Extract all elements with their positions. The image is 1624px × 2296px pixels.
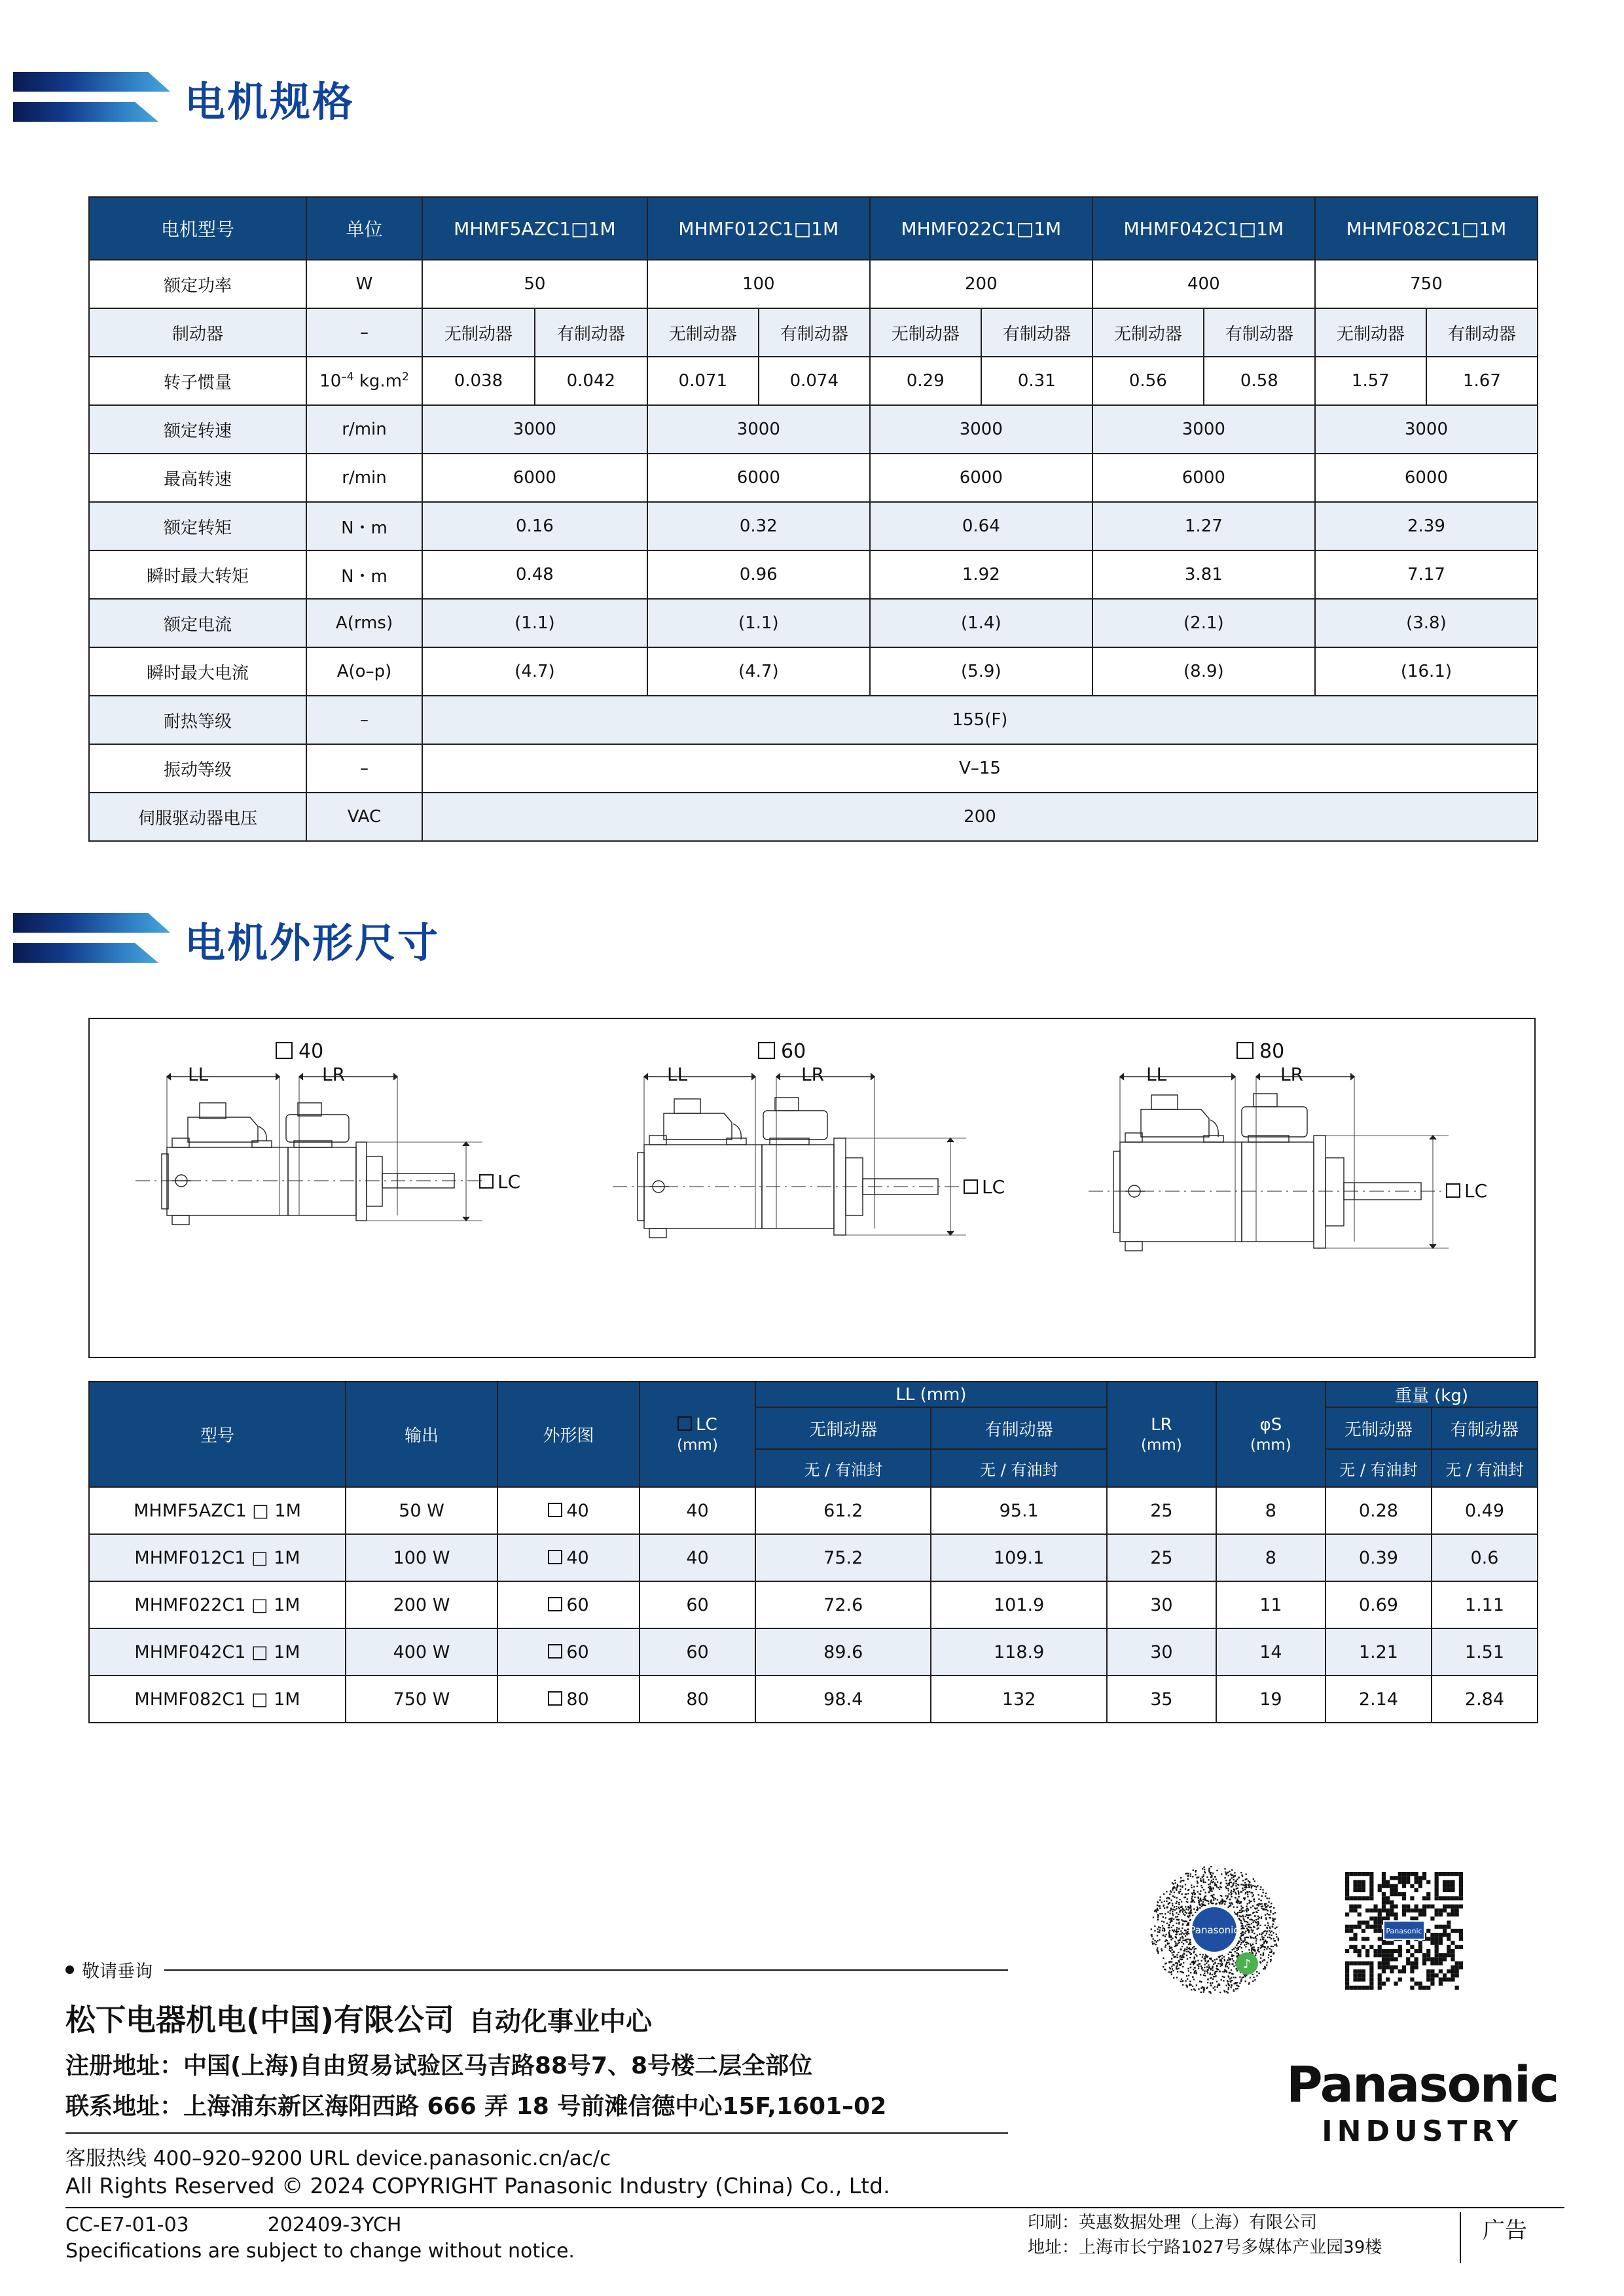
dim-cell-weight-nobrake: 2.14 (1326, 1676, 1432, 1723)
company-name-line (65, 1996, 652, 2039)
svg-text:♪: ♪ (1242, 1957, 1252, 1971)
motor-dimension-table (88, 1381, 1538, 1723)
spec-row (89, 793, 1538, 841)
dim-cell-s: 14 (1216, 1628, 1326, 1676)
document-code-line (65, 2214, 401, 2236)
drawing-cell-80 (1055, 1019, 1534, 1359)
wechat-qr-badge (1149, 1864, 1280, 1995)
spec-row (89, 502, 1538, 550)
spec-col-m2: MHMF012C1□1M (647, 197, 870, 260)
spec-row (89, 454, 1538, 502)
spec-row-unit: W (306, 260, 422, 308)
spec-cell: 0.32 (647, 502, 870, 550)
spec-cell: 7.17 (1315, 550, 1538, 599)
square-symbol-icon (276, 1042, 293, 1059)
spec-cell: 6000 (1315, 454, 1538, 502)
registered-address: 注册地址：中国(上海)自由贸易试验区马吉路88号7、8号楼二层全部位 (65, 2053, 813, 2079)
spec-col-m3: MHMF022C1□1M (870, 197, 1092, 260)
spec-col-m1: MHMF5AZC1□1M (422, 197, 647, 260)
spec-cell: 6000 (647, 454, 870, 502)
spec-row-label: 最高转速 (89, 454, 306, 502)
dim-col-outline: 外形图 (497, 1382, 640, 1487)
spec-row-unit: N・m (306, 502, 422, 550)
dim-cell-s: 11 (1216, 1581, 1326, 1628)
spec-cell: 1.67 (1426, 357, 1538, 405)
square-symbol-icon (677, 1416, 692, 1431)
spec-cell: 有制动器 (981, 308, 1092, 357)
dim-cell-lc: 40 (640, 1487, 755, 1534)
spec-row-label: 瞬时最大转矩 (89, 550, 306, 599)
spec-row (89, 550, 1538, 599)
dim-cell-s: 19 (1216, 1676, 1326, 1723)
spec-row-label: 伺服驱动器电压 (89, 793, 306, 841)
spec-cell: 6000 (422, 454, 647, 502)
dim-table-row (89, 1581, 1538, 1628)
dim-cell-weight-brake: 0.6 (1432, 1534, 1538, 1581)
spec-row-unit: – (306, 308, 422, 357)
spec-cell: 100 (647, 260, 870, 308)
spec-cell: (1.4) (870, 599, 1092, 647)
dim-cell-model: MHMF042C1 □ 1M (89, 1628, 346, 1676)
dim-cell-lc: 60 (640, 1581, 755, 1628)
spec-cell: 0.58 (1204, 357, 1315, 405)
spec-row-label: 额定功率 (89, 260, 306, 308)
spec-cell: 3.81 (1092, 550, 1315, 599)
brand-subline: INDUSTRY (1322, 2115, 1523, 2148)
spec-row (89, 647, 1538, 696)
dim-cell-ll-brake: 109.1 (931, 1534, 1106, 1581)
spec-cell: (1.1) (647, 599, 870, 647)
spec-cell: (5.9) (870, 647, 1092, 696)
drawing-lc-label-80: LC (1446, 1180, 1487, 1202)
printer-info (1028, 2211, 1382, 2260)
spec-cell: 有制动器 (759, 308, 870, 357)
dim-col-ll-group: LL (mm) (755, 1382, 1107, 1407)
spec-cell: (1.1) (422, 599, 647, 647)
spec-row-unit: VAC (306, 793, 422, 841)
spec-cell: 0.16 (422, 502, 647, 550)
spec-cell: 200 (870, 260, 1092, 308)
copyright-line: All Rights Reserved © 2024 COPYRIGHT Panasonic Industry (China) Co., Ltd. (65, 2173, 890, 2198)
disclaimer: Specifications are subject to change without notice. (65, 2240, 575, 2263)
dim-cell-s: 8 (1216, 1534, 1326, 1581)
dim-cell-weight-nobrake: 0.69 (1326, 1581, 1432, 1628)
dim-header-row-1 (89, 1382, 1538, 1407)
dim-col-lc: LC (mm) (640, 1382, 755, 1487)
dim-cell-outline: 40 (497, 1534, 640, 1581)
dim-cell-model: MHMF012C1 □ 1M (89, 1534, 346, 1581)
spec-row (89, 260, 1538, 308)
spec-row-unit: A(o–p) (306, 647, 422, 696)
dim-cell-ll-nobrake: 61.2 (755, 1487, 931, 1534)
dim-col-weight-group: 重量 (kg) (1326, 1382, 1538, 1407)
spec-cell: 0.64 (870, 502, 1092, 550)
dim-table-row (89, 1676, 1538, 1723)
dim-cell-weight-nobrake: 0.28 (1326, 1487, 1432, 1534)
spec-cell: 155(F) (422, 696, 1538, 744)
dim-cell-lr: 25 (1107, 1487, 1216, 1534)
dim-col-ll-b-oilseal: 无 / 有油封 (931, 1449, 1106, 1487)
spec-row-unit: – (306, 696, 422, 744)
inquiry-header (65, 1957, 1008, 1982)
dim-cell-weight-brake: 0.49 (1432, 1487, 1538, 1534)
spec-cell: 有制动器 (535, 308, 647, 357)
dim-table-row (89, 1628, 1538, 1676)
spec-cell: (3.8) (1315, 599, 1538, 647)
spec-cell: (8.9) (1092, 647, 1315, 696)
dim-col-w-nobrake: 无制动器 (1326, 1407, 1432, 1449)
dim-cell-weight-nobrake: 1.21 (1326, 1628, 1432, 1676)
spec-row-unit: r/min (306, 405, 422, 454)
spec-cell: (4.7) (422, 647, 647, 696)
dim-section-title: 电机外形尺寸 (185, 918, 441, 967)
dim-cell-lr: 30 (1107, 1628, 1216, 1676)
contact-address: 联系地址：上海浦东新区海阳西路 666 弄 18 号前滩信德中心15F,1601–02 (65, 2093, 887, 2120)
spec-cell: 3000 (647, 405, 870, 454)
outline-drawings-panel (88, 1018, 1536, 1358)
spec-cell: 无制动器 (422, 308, 535, 357)
spec-cell: 3000 (870, 405, 1092, 454)
spec-row-label: 额定电流 (89, 599, 306, 647)
spec-cell: 1.92 (870, 550, 1092, 599)
spec-cell: 50 (422, 260, 647, 308)
drawing-cell-40 (90, 1019, 572, 1359)
spec-cell: 3000 (422, 405, 647, 454)
dim-col-ll-brake: 有制动器 (931, 1407, 1106, 1449)
spec-cell: 6000 (1092, 454, 1315, 502)
dim-table-row (89, 1487, 1538, 1534)
spec-cell: 0.31 (981, 357, 1092, 405)
drawing-ll-label-60: LL (667, 1064, 688, 1085)
spec-cell: 1.57 (1315, 357, 1426, 405)
spec-header-row (89, 197, 1538, 260)
section-heading-dim (13, 900, 440, 978)
spec-cell: 200 (422, 793, 1538, 841)
spec-row (89, 696, 1538, 744)
square-symbol-icon (1236, 1042, 1254, 1059)
spec-row (89, 357, 1538, 405)
dim-cell-ll-nobrake: 75.2 (755, 1534, 931, 1581)
dim-col-ll-nobrake: 无制动器 (755, 1407, 931, 1449)
dim-cell-output: 200 W (346, 1581, 497, 1628)
spec-cell: 0.96 (647, 550, 870, 599)
dim-cell-lr: 30 (1107, 1581, 1216, 1628)
spec-row-label: 瞬时最大电流 (89, 647, 306, 696)
dim-col-ll-nb-oilseal: 无 / 有油封 (755, 1449, 931, 1487)
dim-cell-weight-brake: 1.51 (1432, 1628, 1538, 1676)
spec-row-unit: $10^{-4}$ $kg.m^2$ (306, 357, 422, 405)
drawing-lc-label-40: LC (479, 1171, 520, 1193)
department-name: 自动化事业中心 (469, 2007, 653, 2037)
dim-cell-ll-nobrake: 98.4 (755, 1676, 931, 1723)
spec-cell: 0.042 (535, 357, 647, 405)
drawing-ll-label-40: LL (188, 1064, 209, 1085)
inquiry-label: 敬请垂询 (82, 1962, 153, 1982)
drawing-lr-label-60: LR (801, 1064, 825, 1085)
square-symbol-icon (1446, 1183, 1460, 1198)
dim-table-row (89, 1534, 1538, 1581)
document-code: CC-E7-01-03 (65, 2214, 189, 2236)
company-name: 松下电器机电(中国)有限公司 (65, 2002, 455, 2037)
dim-cell-model: MHMF5AZC1 □ 1M (89, 1487, 346, 1534)
spec-col-m5: MHMF082C1□1M (1315, 197, 1538, 260)
dim-col-w-nb-oilseal: 无 / 有油封 (1326, 1449, 1432, 1487)
dim-cell-lr: 25 (1107, 1534, 1216, 1581)
square-symbol-icon (479, 1174, 494, 1189)
drawing-ll-label-80: LL (1146, 1064, 1167, 1085)
dim-cell-ll-brake: 132 (931, 1676, 1106, 1723)
spec-cell: (2.1) (1092, 599, 1315, 647)
drawing-cell-60 (572, 1019, 1055, 1359)
spec-cell: 无制动器 (870, 308, 981, 357)
dim-cell-lr: 35 (1107, 1676, 1216, 1723)
spec-cell: 400 (1092, 260, 1315, 308)
svg-text:Panasonic: Panasonic (1189, 1924, 1239, 1936)
spec-col-model: 电机型号 (89, 197, 306, 260)
spec-row-unit: – (306, 744, 422, 793)
spec-cell: (4.7) (647, 647, 870, 696)
chevron-decoration (13, 65, 177, 131)
dim-cell-lc: 40 (640, 1534, 755, 1581)
spec-cell: 6000 (870, 454, 1092, 502)
dim-cell-weight-brake: 1.11 (1432, 1581, 1538, 1628)
spec-row (89, 744, 1538, 793)
spec-cell: 有制动器 (1426, 308, 1538, 357)
document-revision: 202409-3YCH (267, 2214, 402, 2236)
spec-row (89, 405, 1538, 454)
drawing-size-label-80: 80 (1236, 1040, 1284, 1063)
spec-row-label: 额定转矩 (89, 502, 306, 550)
dim-cell-output: 100 W (346, 1534, 497, 1581)
drawing-size-label-40: 40 (276, 1040, 323, 1063)
spec-row (89, 308, 1538, 357)
square-symbol-icon (964, 1179, 978, 1194)
drawing-size-label-60: 60 (758, 1040, 806, 1063)
spec-row-label: 制动器 (89, 308, 306, 357)
spec-cell: 750 (1315, 260, 1538, 308)
dim-cell-s: 8 (1216, 1487, 1326, 1534)
dim-col-w-brake: 有制动器 (1432, 1407, 1538, 1449)
spec-cell: 1.27 (1092, 502, 1315, 550)
drawing-lr-label-80: LR (1280, 1064, 1304, 1085)
spec-cell: 3000 (1092, 405, 1315, 454)
brand-wordmark: Panasonic (1286, 2055, 1558, 2113)
printer-name: 印刷：英惠数据处理（上海）有限公司 (1028, 2213, 1318, 2233)
spec-cell: 无制动器 (1092, 308, 1204, 357)
spec-cell: V–15 (422, 744, 1538, 793)
spec-row-label: 耐热等级 (89, 696, 306, 744)
spec-cell: 有制动器 (1204, 308, 1315, 357)
spec-cell: 0.48 (422, 550, 647, 599)
spec-cell: 2.39 (1315, 502, 1538, 550)
spec-row-label: 额定转速 (89, 405, 306, 454)
hotline-and-url[interactable]: 客服热线 400–920–9200 URL device.panasonic.cn/ac/c (65, 2147, 611, 2170)
spec-row-label: 转子惯量 (89, 357, 306, 405)
dim-cell-output: 50 W (346, 1487, 497, 1534)
spec-row-label: 振动等级 (89, 744, 306, 793)
dim-cell-ll-nobrake: 89.6 (755, 1628, 931, 1676)
square-symbol-icon (758, 1042, 775, 1059)
spec-cell: 3000 (1315, 405, 1538, 454)
dim-col-output: 输出 (346, 1382, 497, 1487)
divider-2 (65, 2207, 1564, 2208)
printer-address: 地址：上海市长宁路1027号多媒体产业园39楼 (1028, 2237, 1382, 2257)
dim-cell-ll-brake: 101.9 (931, 1581, 1106, 1628)
spec-row (89, 599, 1538, 647)
spec-row-unit: N・m (306, 550, 422, 599)
spec-cell: 0.56 (1092, 357, 1204, 405)
divider-3 (1460, 2212, 1461, 2263)
drawing-lr-label-40: LR (322, 1064, 346, 1085)
dim-col-lr: LR (mm) (1107, 1382, 1216, 1487)
svg-text:Panasonic: Panasonic (1386, 1927, 1422, 1935)
dim-cell-lc: 80 (640, 1676, 755, 1723)
motor-spec-table (88, 196, 1538, 842)
dim-col-s: φS (mm) (1216, 1382, 1326, 1487)
dim-cell-ll-nobrake: 72.6 (755, 1581, 931, 1628)
dim-cell-ll-brake: 118.9 (931, 1628, 1106, 1676)
spec-cell: 0.074 (759, 357, 870, 405)
drawing-lc-label-60: LC (964, 1176, 1005, 1198)
spec-section-title: 电机规格 (185, 77, 355, 126)
dim-col-model: 型号 (89, 1382, 346, 1487)
dim-cell-model: MHMF082C1 □ 1M (89, 1676, 346, 1723)
spec-col-unit: 单位 (306, 197, 422, 260)
dim-cell-model: MHMF022C1 □ 1M (89, 1581, 346, 1628)
spec-row-unit: A(rms) (306, 599, 422, 647)
spec-row-unit: r/min (306, 454, 422, 502)
bullet-icon (65, 1965, 74, 1974)
spec-cell: 0.071 (647, 357, 759, 405)
spec-col-m4: MHMF042C1□1M (1092, 197, 1315, 260)
divider-1 (65, 2132, 1008, 2134)
spec-cell: 无制动器 (1315, 308, 1426, 357)
spec-cell: 0.038 (422, 357, 535, 405)
advert-label: 广告 (1483, 2217, 1527, 2244)
section-heading-spec (13, 59, 355, 137)
dim-cell-ll-brake: 95.1 (931, 1487, 1106, 1534)
spec-cell: 0.29 (870, 357, 981, 405)
dim-cell-output: 750 W (346, 1676, 497, 1723)
dim-cell-outline: 80 (497, 1676, 640, 1723)
website-qr-code (1345, 1872, 1463, 1993)
dim-cell-outline: 60 (497, 1581, 640, 1628)
dim-cell-outline: 40 (497, 1487, 640, 1534)
dim-cell-output: 400 W (346, 1628, 497, 1676)
panasonic-logo (1286, 2055, 1558, 2148)
divider (164, 1969, 1008, 1971)
chevron-decoration-2 (13, 906, 177, 972)
dim-col-w-b-oilseal: 无 / 有油封 (1432, 1449, 1538, 1487)
dim-cell-outline: 60 (497, 1628, 640, 1676)
spec-cell: (16.1) (1315, 647, 1538, 696)
dim-cell-lc: 60 (640, 1628, 755, 1676)
dim-cell-weight-nobrake: 0.39 (1326, 1534, 1432, 1581)
dim-cell-weight-brake: 2.84 (1432, 1676, 1538, 1723)
spec-cell: 无制动器 (647, 308, 759, 357)
